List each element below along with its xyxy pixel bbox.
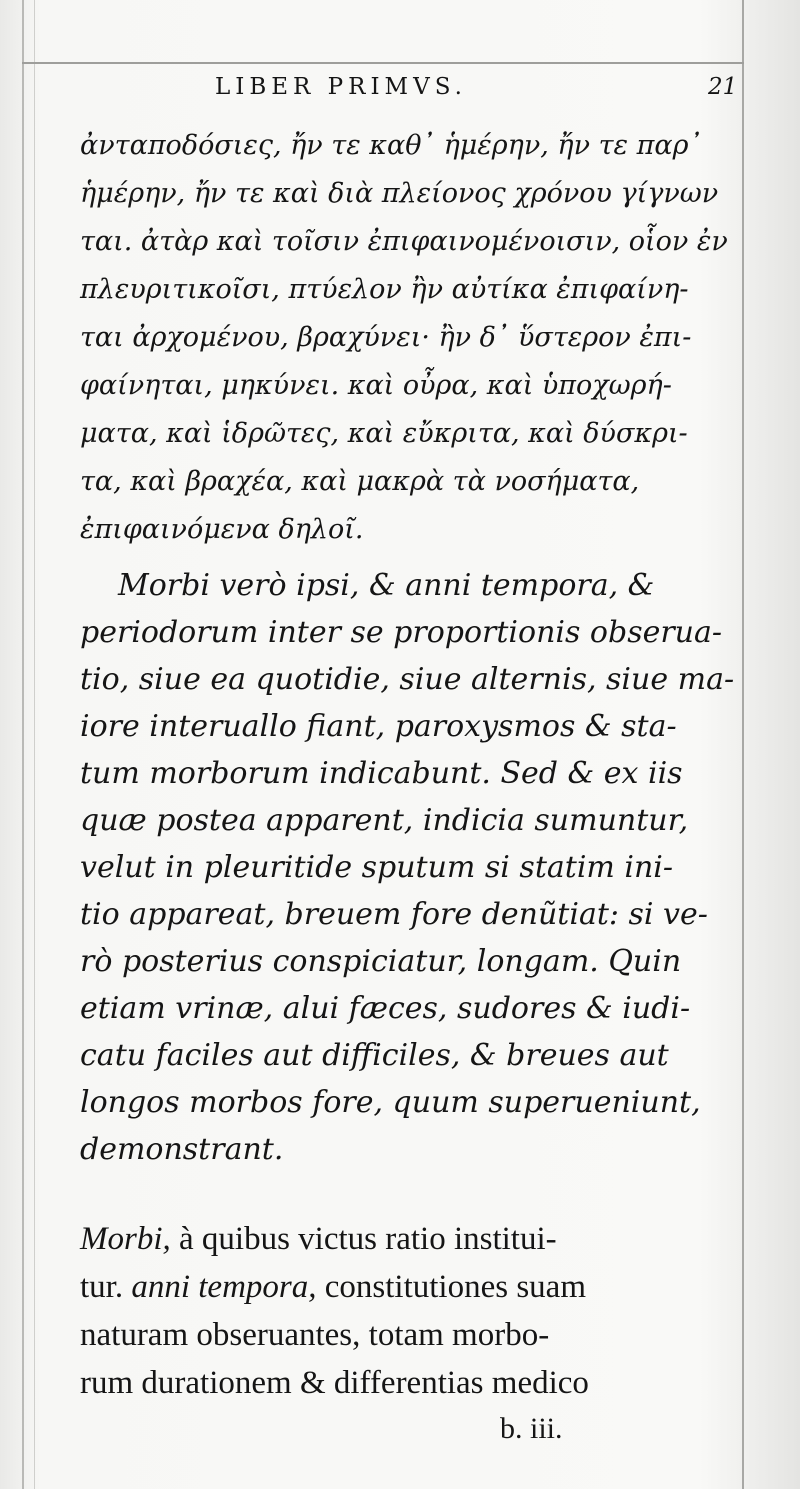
latin-line: longos morbos fore, quum superueniunt, [80, 1085, 701, 1120]
latin-line: demonstrant. [80, 1132, 284, 1167]
commentary-block [80, 1215, 745, 1407]
commentary-line: rum durationem & differentias medico [80, 1365, 589, 1401]
header-rule [22, 62, 744, 64]
greek-line: ματα, καὶ ἱδρῶτες, καὶ εὔκριτα, καὶ δύσκρι- [80, 418, 688, 449]
commentary-line: naturam obseruantes, totam morbo- [80, 1317, 550, 1353]
greek-line: ται. ἀτὰρ καὶ τοῖσιν ἐπιφαινομένοισιν, οἷον ἐν [80, 226, 728, 257]
latin-line: catu faciles aut difficiles, & breues aut [80, 1038, 669, 1073]
greek-line: πλευριτικοῖσι, πτύελον ἢν αὐτίκα ἐπιφαίνη- [80, 274, 689, 305]
commentary-line [80, 1263, 745, 1311]
latin-line: tio appareat, breuem fore denũtiat: si ve- [80, 897, 708, 932]
latin-line: Morbi verò ipsi, & anni tempora, & [118, 568, 655, 603]
page-edge-left [22, 0, 24, 1489]
commentary-text: tur. [80, 1269, 132, 1305]
commentary-text: à quibus victus ratio institui- [170, 1221, 557, 1257]
greek-line: ἐπιφαινόμενα δηλοῖ. [80, 514, 364, 545]
running-head: LIBER PRIMVS. [215, 74, 467, 100]
latin-line: quæ postea apparent, indicia sumuntur, [80, 803, 689, 838]
greek-line: ἀνταποδόσιες, ἤν τε καθ᾽ ἡμέρην, ἤν τε παρ᾽ [80, 130, 702, 161]
latin-line: rò posterius conspiciatur, longam. Quin [80, 944, 682, 979]
signature-mark: b. iii. [500, 1412, 563, 1445]
commentary-text: constitutiones suam [316, 1269, 586, 1305]
latin-line: etiam vrinæ, alui fæces, sudores & iudi- [80, 991, 691, 1026]
greek-line: τα, καὶ βραχέα, καὶ μακρὰ τὰ νοσήματα, [80, 466, 640, 497]
latin-line: iore interuallo fiant, paroxysmos & sta- [80, 709, 677, 744]
latin-line: velut in pleuritide sputum si statim ini- [80, 850, 674, 885]
latin-translation-block [80, 562, 740, 1173]
page-edge-inner [34, 0, 35, 1489]
latin-line: tum morborum indicabunt. Sed & ex iis [80, 756, 683, 791]
latin-line: periodorum inter se proportionis obserua- [80, 615, 723, 650]
page-number: 21 [708, 74, 738, 100]
greek-line: ἡμέρην, ἤν τε καὶ διὰ πλείονος χρόνου γίγνων [80, 178, 719, 209]
latin-line: tio, siue ea quotidie, siue alternis, siue ma- [80, 662, 735, 697]
greek-line: ται ἀρχομένου, βραχύνει· ἢν δ᾽ ὕστερον ἐπι- [80, 322, 692, 353]
greek-text-block [80, 122, 745, 554]
commentary-lemma: Morbi, [80, 1221, 171, 1257]
commentary-lemma: anni tempora, [131, 1269, 317, 1305]
commentary-line [80, 1215, 745, 1263]
greek-line: φαίνηται, μηκύνει. καὶ οὖρα, καὶ ὑποχωρή- [80, 370, 672, 401]
